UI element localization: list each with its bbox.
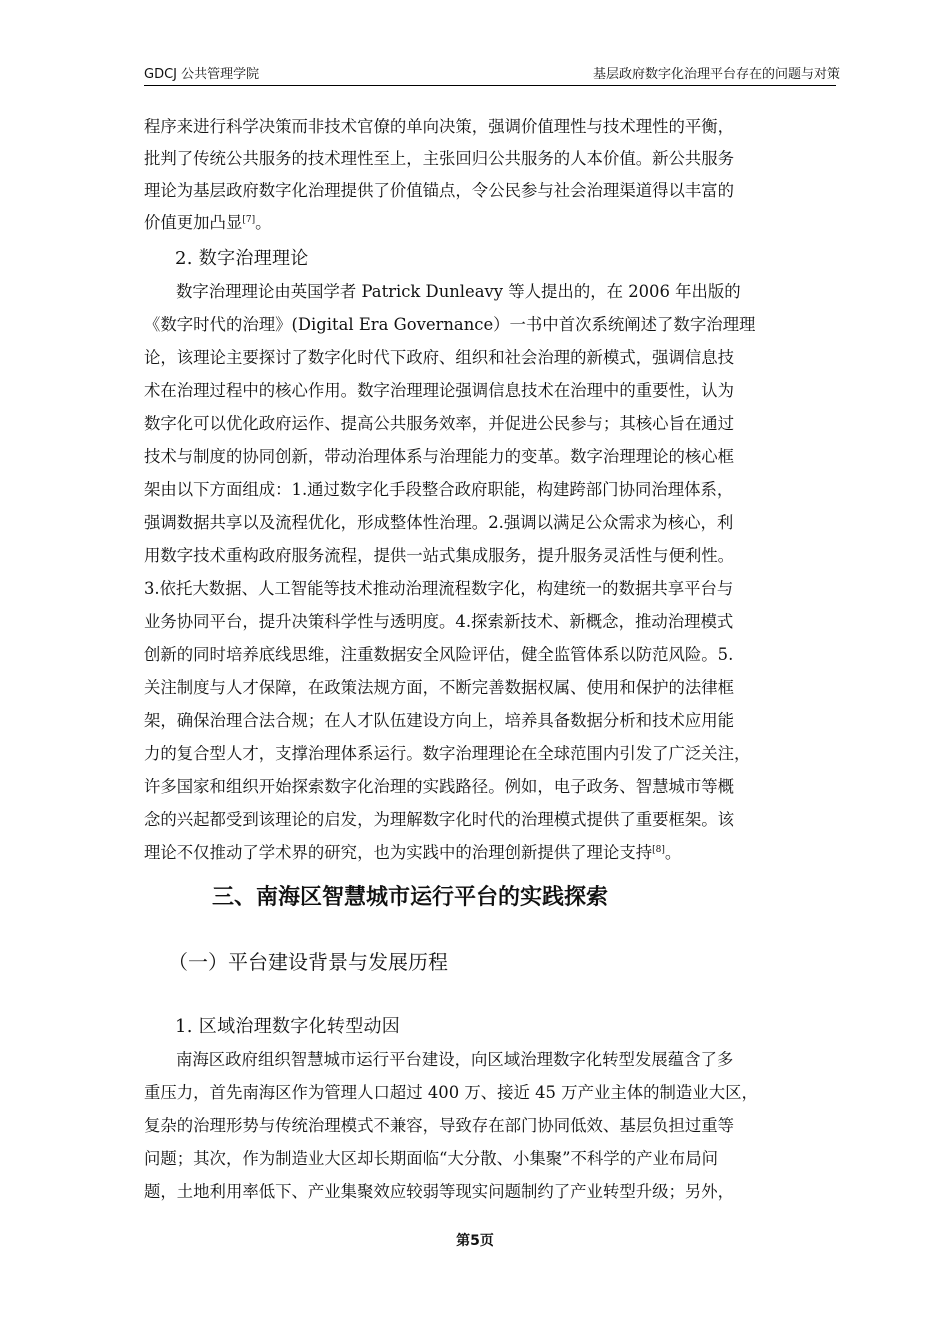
section-2-title: 2. 数字治理理论 [175, 248, 309, 269]
para2-line: 技术与制度的协同创新，带动治理体系与治理能力的变革。数字治理理论的核心框 [144, 447, 735, 466]
para2-line: 力的复合型人才，支撑治理体系运行。数字治理理论在全球范围内引发了广泛关注， [144, 744, 751, 763]
para3-line: 问题；其次，作为制造业大区却长期面临“大分散、小集聚”不科学的产业布局问 [144, 1149, 719, 1168]
citation-8: [8] [652, 845, 665, 855]
para2-line: 术在治理过程中的核心作用。数字治理理论强调信息技术在治理中的重要性，认为 [144, 381, 735, 400]
para2-line: 业务协同平台，提升决策科学性与透明度。4.探索新技术、新概念，推动治理模式 [144, 612, 734, 631]
para1-line: 理论为基层政府数字化治理提供了价值锚点，令公民参与社会治理渠道得以丰富的 [144, 181, 735, 200]
para2-line: 关注制度与人才保障，在政策法规方面，不断完善数据权属、使用和保护的法律框 [144, 678, 735, 697]
section-3-title: 1. 区域治理数字化转型动因 [175, 1016, 401, 1037]
para1-last-line [144, 207, 836, 239]
header-right: 基层政府数字化治理平台存在的问题与对策 [592, 67, 840, 82]
header-rule [144, 85, 836, 86]
page-number: 第5页 [456, 1233, 494, 1249]
para2-text: 理论不仅推动了学术界的研究，也为实践中的治理创新提供了理论支持 [144, 843, 653, 862]
para2-line: 架由以下方面组成：1.通过数字化手段整合政府职能，构建跨部门协同治理体系， [144, 480, 734, 499]
para2-line: 《数字时代的治理》(Digital Era Governance）一书中首次系统阐述了数字治理理 [144, 315, 756, 334]
subsection-title: （一）平台建设背景与发展历程 [168, 950, 448, 974]
para3-line: 南海区政府组织智慧城市运行平台建设，向区域治理数字化转型发展蕴含了多 [176, 1050, 734, 1069]
para3-line: 重压力，首先南海区作为管理人口超过 400 万、接近 45 万产业主体的制造业大区， [144, 1083, 758, 1102]
header-left: GDCJ 公共管理学院 [144, 67, 260, 82]
para2-line: 念的兴起都受到该理论的启发，为理解数字化时代的治理模式提供了重要框架。该 [144, 810, 735, 829]
chapter-title: 三、南海区智慧城市运行平台的实践探索 [212, 885, 609, 910]
para3-line: 题，土地利用率低下、产业集聚效应较弱等现实问题制约了产业转型升级；另外， [144, 1182, 735, 1201]
para1-end: 。 [255, 213, 272, 232]
para2-line: 论，该理论主要探讨了数字化时代下政府、组织和社会治理的新模式，强调信息技 [144, 348, 735, 367]
para3-line: 复杂的治理形势与传统治理模式不兼容，导致存在部门协同低效、基层负担过重等 [144, 1116, 735, 1135]
para2-line: 3.依托大数据、人工智能等技术推动治理流程数字化，构建统一的数据共享平台与 [144, 579, 734, 598]
para2-line: 创新的同时培养底线思维，注重数据安全风险评估，健全监管体系以防范风险。5. [144, 645, 734, 664]
para2-line: 架，确保治理合法合规；在人才队伍建设方向上，培养具备数据分析和技术应用能 [144, 711, 735, 730]
para2-line: 强调数据共享以及流程优化，形成整体性治理。2.强调以满足公众需求为核心，利 [144, 513, 734, 532]
para2-line: 用数字技术重构政府服务流程，提供一站式集成服务，提升服务灵活性与便利性。 [144, 546, 735, 565]
para2-line: 数字治理理论由英国学者 Patrick Dunleavy 等人提出的，在 2006 年出版的 [176, 282, 741, 301]
para2-line: 数字化可以优化政府运作、提高公共服务效率，并促进公民参与；其核心旨在通过 [144, 414, 735, 433]
para2-last-line [144, 837, 836, 869]
para2-line: 许多国家和组织开始探索数字化治理的实践路径。例如，电子政务、智慧城市等概 [144, 777, 735, 796]
para1-line: 批判了传统公共服务的技术理性至上，主张回归公共服务的人本价值。新公共服务 [144, 149, 735, 168]
para1-line: 程序来进行科学决策而非技术官僚的单向决策，强调价值理性与技术理性的平衡， [144, 117, 735, 136]
para1-text: 价值更加凸显 [144, 213, 243, 232]
para2-end: 。 [664, 843, 682, 862]
citation-7: [7] [242, 215, 256, 225]
